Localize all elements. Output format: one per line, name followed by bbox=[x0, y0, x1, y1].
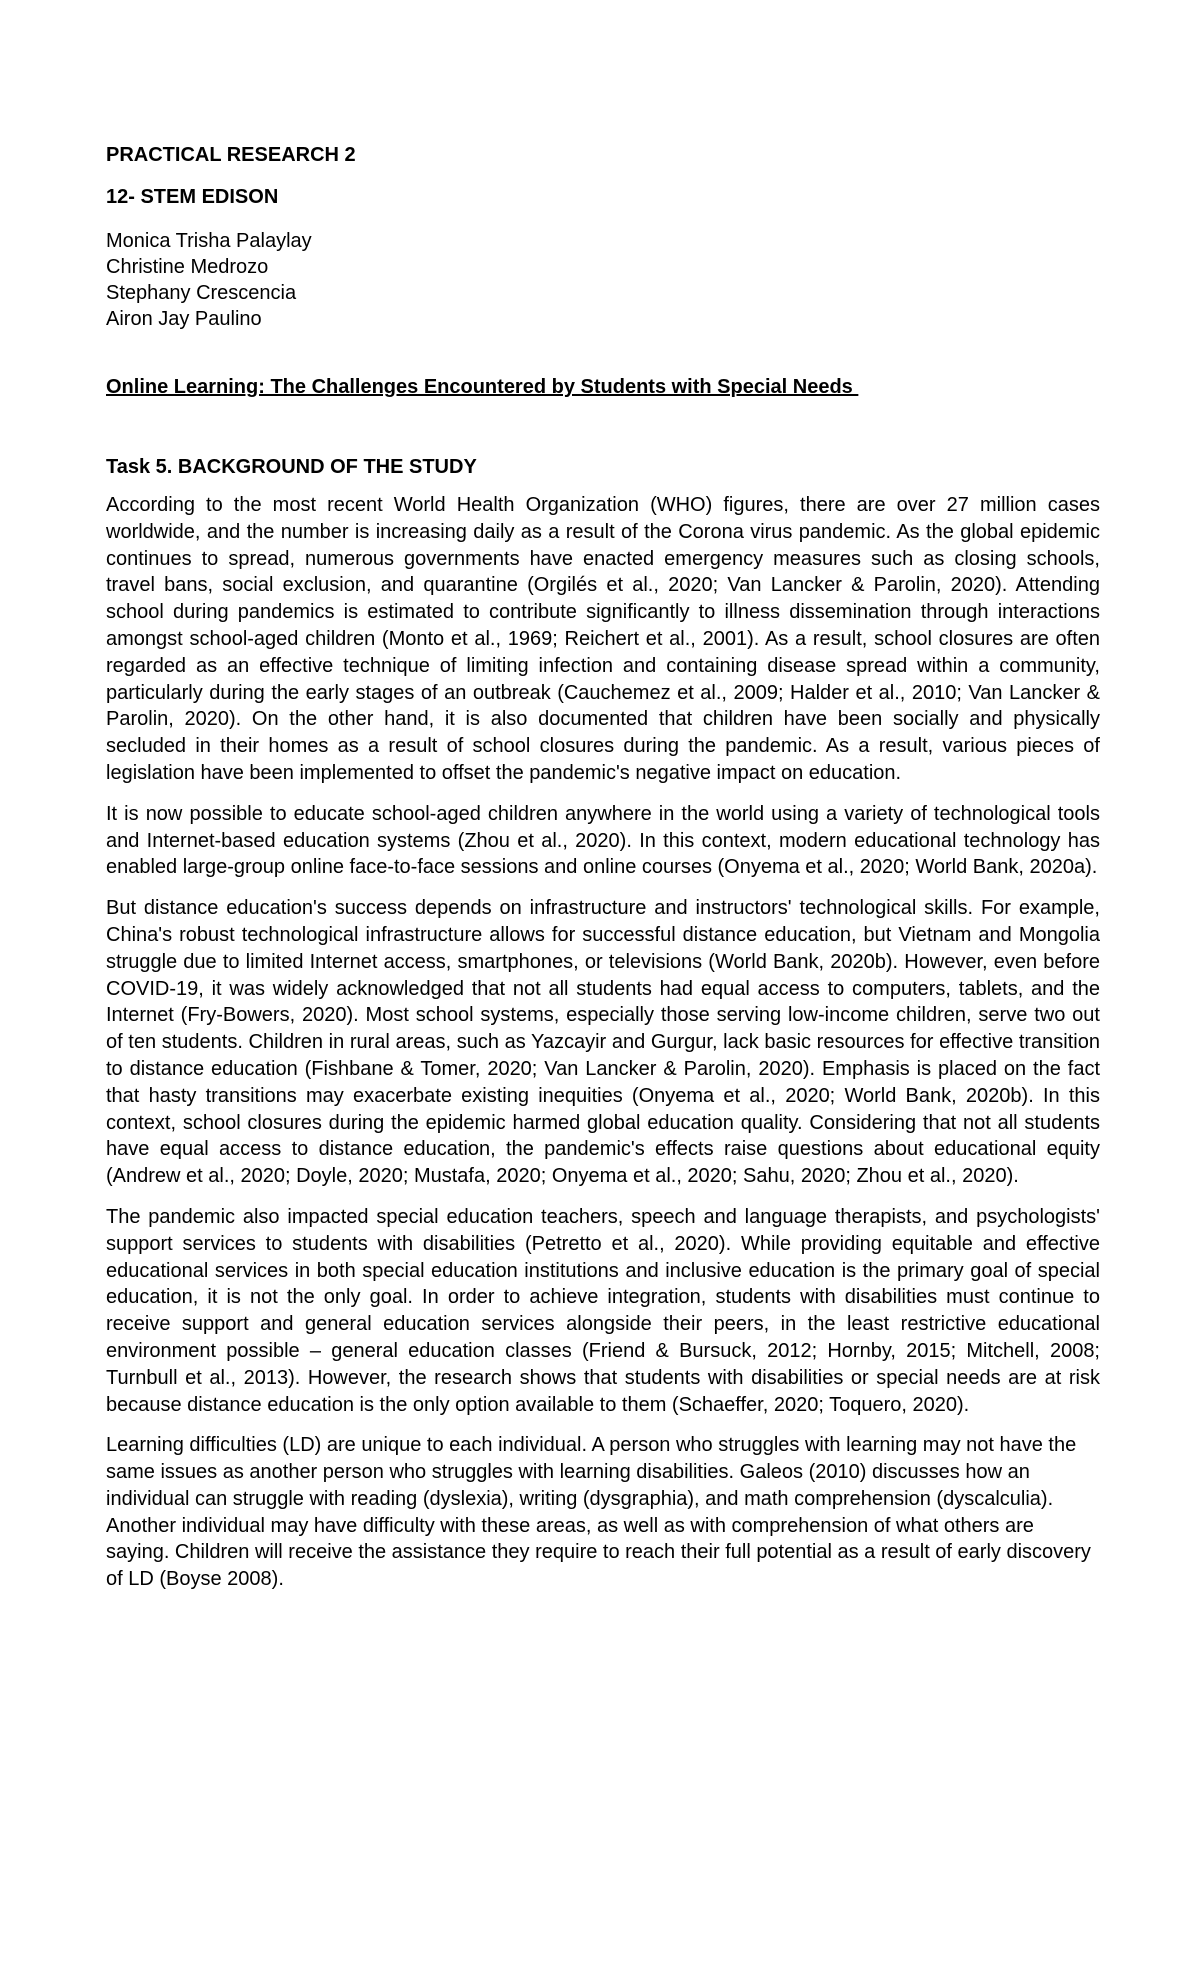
author-name: Christine Medrozo bbox=[106, 256, 269, 278]
body-paragraph: But distance education's success depends on infrastructure and instructors' technological skills. For example, China's robust technological infrastructure allows for successful distance education, but Vietnam and Mongolia struggle due to limited Internet access, smartphones, or televisions (World Bank, 2020b). However, even before COVID-19, it was widely acknowledged that not all students had equal access to computers, tablets, and the Internet (Fry-Bowers, 2020). Most school systems, especially those serving low-income children, serve two out of ten students. Children in rural areas, such as Yazcayir and Gurgur, lack basic resources for effective transition to distance education (Fishbane & Tomer, 2020; Van Lancker & Parolin, 2020). Emphasis is placed on the fact that hasty transitions may exacerbate existing inequities (Onyema et al., 2020; World Bank, 2020b). In this context, school closures during the epidemic harmed global education quality. Considering that not all students have equal access to distance education, the pandemic's effects raise questions about educational equity (Andrew et al., 2020; Doyle, 2020; Mustafa, 2020; Onyema et al., 2020; Sahu, 2020; Zhou et al., 2020). bbox=[106, 897, 1100, 1188]
research-title: Online Learning: The Challenges Encountered by Students with Special Needs bbox=[106, 376, 859, 398]
course-title: PRACTICAL RESEARCH 2 bbox=[106, 144, 356, 166]
document-page bbox=[106, 142, 1100, 1593]
task-heading: Task 5. BACKGROUND OF THE STUDY bbox=[106, 456, 477, 478]
body-paragraph: Learning difficulties (LD) are unique to each individual. A person who struggles with learning may not have the same issues as another person who struggles with learning disabilities. Galeos (2010) discusses how an individual can struggle with reading (dyslexia), writing (dysgraphia), and math comprehension (dyscalculia). Another individual may have difficulty with these areas, as well as with comprehension of what others are saying. Children will receive the assistance they require to reach their full potential as a result of early discovery of LD (Boyse 2008). bbox=[106, 1434, 1091, 1591]
section-name: 12- STEM EDISON bbox=[106, 186, 279, 208]
body-paragraph: It is now possible to educate school-aged children anywhere in the world using a variety of technological tools and Internet-based education systems (Zhou et al., 2020). In this context, modern educational technology has enabled large-group online face-to-face sessions and online courses (Onyema et al., 2020; World Bank, 2020a). bbox=[106, 802, 1100, 879]
body-paragraph: The pandemic also impacted special education teachers, speech and language therapists, and psychologists' support services to students with disabilities (Petretto et al., 2020). While providing equitable and effective educational services in both special education institutions and inclusive education is the primary goal of special education, it is not the only goal. In order to achieve integration, students with disabilities must continue to receive support and general education services alongside their peers, in the least restrictive educational environment possible – general education classes (Friend & Bursuck, 2012; Hornby, 2015; Mitchell, 2008; Turnbull et al., 2013). However, the research shows that students with disabilities or special needs are at risk because distance education is the only option available to them (Schaeffer, 2020; Toquero, 2020). bbox=[106, 1205, 1100, 1416]
author-name: Airon Jay Paulino bbox=[106, 308, 262, 330]
author-name: Stephany Crescencia bbox=[106, 282, 297, 304]
author-list bbox=[106, 228, 1100, 332]
body-paragraph: According to the most recent World Health Organization (WHO) figures, there are over 27 million cases worldwide, and the number is increasing daily as a result of the Corona virus pandemic. As the global epidemic continues to spread, numerous governments have enacted emergency measures such as closing schools, travel bans, social exclusion, and quarantine (Orgilés et al., 2020; Van Lancker & Parolin, 2020). Attending school during pandemics is estimated to contribute significantly to illness dissemination through interactions amongst school-aged children (Monto et al., 1969; Reichert et al., 2001). As a result, school closures are often regarded as an effective technique of limiting infection and containing disease spread within a community, particularly during the early stages of an outbreak (Cauchemez et al., 2009; Halder et al., 2010; Van Lancker & Parolin, 2020). On the other hand, it is also documented that children have been socially and physically secluded in their homes as a result of school closures during the pandemic. As a result, various pieces of legislation have been implemented to offset the pandemic's negative impact on education. bbox=[106, 494, 1100, 784]
author-name: Monica Trisha Palaylay bbox=[106, 230, 312, 252]
